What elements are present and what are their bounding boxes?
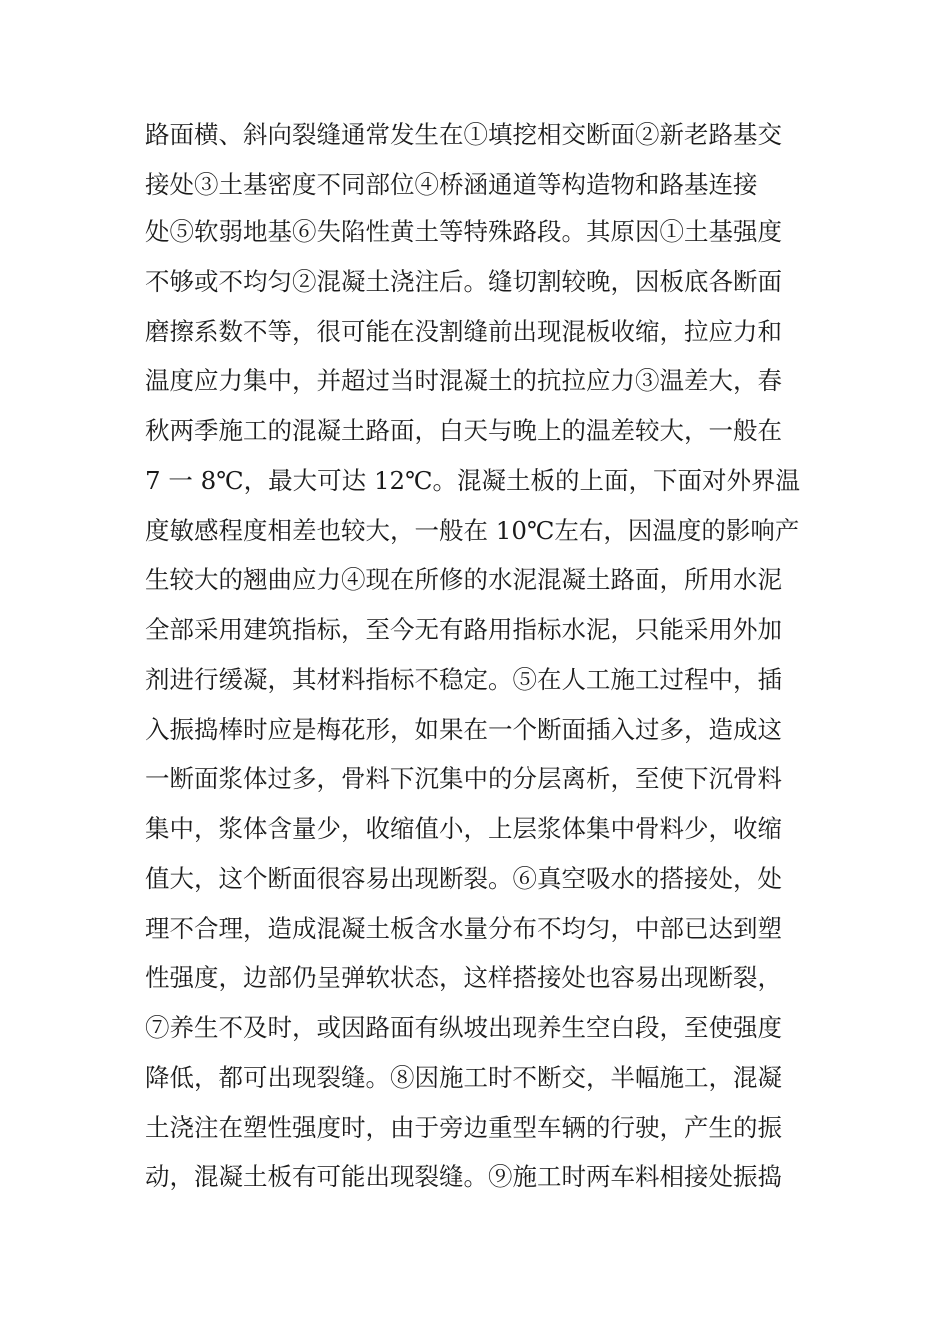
body-text-line: 接处③土基密度不同部位④桥涵通道等构造物和路基连接 bbox=[145, 170, 758, 199]
body-text-line: 度敏感程度相差也较大，一般在 10℃左右，因温度的影响产 bbox=[145, 516, 800, 545]
body-text-line: 7 一 8℃，最大可达 12℃。混凝土板的上面，下面对外界温 bbox=[145, 466, 801, 495]
body-text-line: 不够或不均匀②混凝土浇注后。缝切割较晚，因板底各断面 bbox=[145, 267, 782, 296]
body-text-line: 集中，浆体含量少，收缩值小，上层浆体集中骨料少，收缩 bbox=[145, 814, 782, 843]
body-text-line: 降低，都可出现裂缝。⑧因施工时不断交，半幅施工，混凝 bbox=[145, 1063, 782, 1092]
body-text-line: 动，混凝土板有可能出现裂缝。⑨施工时两车料相接处振捣 bbox=[145, 1162, 782, 1191]
body-text-line: 全部采用建筑指标，至今无有路用指标水泥，只能采用外加 bbox=[145, 615, 782, 644]
body-text-line: 生较大的翘曲应力④现在所修的水泥混凝土路面，所用水泥 bbox=[145, 565, 782, 594]
body-text-line: 处⑤软弱地基⑥失陷性黄土等特殊路段。其原因①土基强度 bbox=[145, 217, 782, 246]
body-text-line: 秋两季施工的混凝土路面，白天与晚上的温差较大，一般在 bbox=[145, 416, 782, 445]
body-text-line: 路面横、斜向裂缝通常发生在①填挖相交断面②新老路基交 bbox=[145, 120, 782, 149]
body-text-line: 一断面浆体过多，骨料下沉集中的分层离析，至使下沉骨料 bbox=[145, 764, 782, 793]
body-text-line: 理不合理，造成混凝土板含水量分布不均匀，中部已达到塑 bbox=[145, 914, 782, 943]
body-text-line: 值大，这个断面很容易出现断裂。⑥真空吸水的搭接处，处 bbox=[145, 864, 782, 893]
body-text-line: 磨擦系数不等，很可能在没割缝前出现混板收缩，拉应力和 bbox=[145, 317, 782, 346]
body-text-line: 温度应力集中，并超过当时混凝土的抗拉应力③温差大，春 bbox=[145, 366, 782, 395]
body-text-line: 剂进行缓凝，其材料指标不稳定。⑤在人工施工过程中，插 bbox=[145, 665, 782, 694]
body-text-line: 土浇注在塑性强度时，由于旁边重型车辆的行驶，产生的振 bbox=[145, 1113, 782, 1142]
body-text-line: 性强度，边部仍呈弹软状态，这样搭接处也容易出现断裂， bbox=[145, 963, 782, 992]
body-text-line: ⑦养生不及时，或因路面有纵坡出现养生空白段，至使强度 bbox=[145, 1013, 782, 1042]
body-text-line: 入振捣棒时应是梅花形，如果在一个断面插入过多，造成这 bbox=[145, 715, 782, 744]
